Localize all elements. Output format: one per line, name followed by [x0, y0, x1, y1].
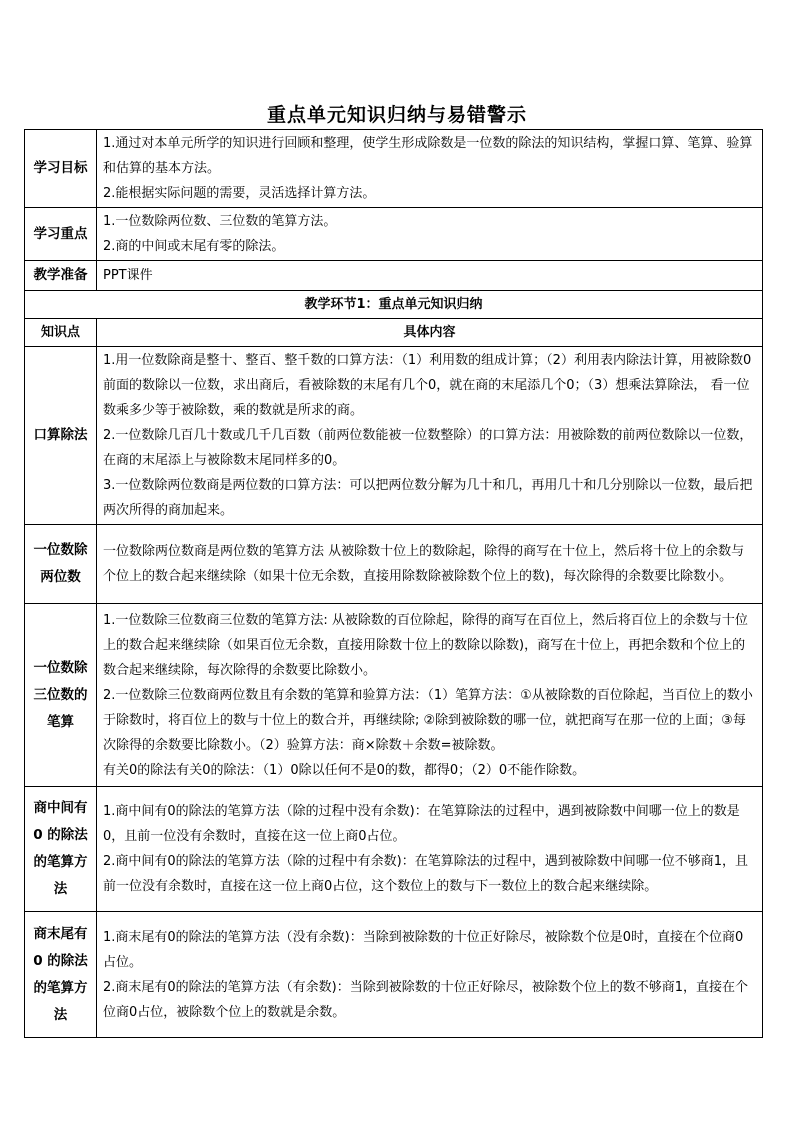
cell-learning-goal — [97, 130, 763, 208]
label-teaching-prep: 教学准备 — [25, 261, 97, 291]
table-header-row — [25, 319, 763, 347]
table-row — [25, 525, 763, 604]
label-line: 商末尾有 — [33, 925, 88, 942]
table-row — [25, 604, 763, 787]
cell-teaching-prep: PPT课件 — [97, 261, 763, 291]
label-line: 笔算 — [47, 713, 74, 730]
label-line: 0 的除法 — [33, 952, 88, 969]
end-line: 1.商末尾有0的除法的笔算方法（没有余数)：当除到被除数的十位正好除尽，被除数个位是0时，直接在个位商0占位。 — [103, 929, 744, 970]
page-title: 重点单元知识归纳与易错警示 — [266, 104, 527, 126]
cell-oral-division — [97, 347, 763, 525]
label-three-digit — [25, 604, 97, 787]
label-line: 两位数 — [40, 569, 81, 585]
table-row — [25, 291, 763, 319]
cell-three-digit — [97, 604, 763, 787]
mid-line: 2.商中间有0的除法的笔算方法（除的过程中有余数)：在笔算除法的过程中，遇到被除数中间哪一位不够商1，且前一位没有余数时，直接在这一位上商0占位，这个数位上的数与下一数位上的数合起来继续除。 — [103, 854, 749, 894]
cell-middle-zero — [97, 787, 763, 912]
three-line: 2.一位数除三位数商两位数且有余数的笔算和验算方法：（1）笔算方法：①从被除数的百位除起，当百位上的数小于除数时，将百位上的数与十位上的数合并，再继续除; ②除到被除数的哪一位，就把商写在那一位的上面；③每次除得的余数要比除数小。（2）验算方法：商×除数＋余数=被除数。 — [103, 687, 753, 753]
goal-line: 2.能根据实际问题的需要，灵活选择计算方法。 — [103, 186, 376, 201]
header-content: 具体内容 — [97, 319, 763, 347]
label-line: 法 — [53, 881, 68, 897]
label-learning-focus: 学习重点 — [25, 208, 97, 261]
table-row — [25, 261, 763, 291]
oral-line: 1.用一位数除商是整十、整百、整千数的口算方法：（1）利用数的组成计算；（2）利用表内除法计算，用被除数0前面的数除以一位数，求出商后，看被除数的末尾有几个0，就在商的末尾添几个0；（3）想乘法算除法， 看一位数乘多少等于被除数，乘的数就是所求的商。 — [103, 353, 752, 418]
three-line: 1.一位数除三位数商三位数的笔算方法: 从被除数的百位除起，除得的商写在百位上，然后将百位上的余数与十位上的数合起来继续除（如果百位无余数，直接用除数十位上的数除以除数)，商写在十位上，再把余数和个位上的数合起来继续除，每次除得的余数要比除数小。 — [103, 612, 748, 678]
label-line: 商中间有 — [33, 800, 88, 816]
label-line: 的笔算方 — [33, 979, 88, 996]
table-row — [25, 347, 763, 525]
table-row — [25, 912, 763, 1038]
three-line: 有关0的除法有关0的除法：（1）0除以任何不是0的数，都得0；（2）0不能作除数。 — [103, 762, 586, 778]
label-two-digit — [25, 525, 97, 604]
mid-line: 1.商中间有0的除法的笔算方法（除的过程中没有余数)：在笔算除法的过程中，遇到被除数中间哪一位上的数是0，且前一位没有余数时，直接在这一位上商0占位。 — [103, 804, 740, 844]
label-middle-zero — [25, 787, 97, 912]
label-learning-goal: 学习目标 — [25, 130, 97, 208]
table-row — [25, 787, 763, 912]
label-end-zero — [25, 912, 97, 1038]
header-knowledge-point: 知识点 — [25, 319, 97, 347]
two-line: 一位数除两位数商是两位数的笔算方法 从被除数十位上的数除起，除得的商写在十位上，然后将十位上的余数与个位上的数合起来继续除（如果十位无余数，直接用除数除被除数个位上的数)，每次除得的余数要比除数小。 — [103, 544, 745, 584]
oral-line: 2.一位数除几百几十数或几千几百数（前两位数能被一位数整除）的口算方法：用被除数的前两位数除以一位数，在商的末尾添上与被除数末尾同样多的0。 — [103, 428, 753, 468]
oral-line: 3.一位数除两位数商是两位数的口算方法：可以把两位数分解为几十和几，再用几十和几分别除以一位数，最后把两次所得的商加起来。 — [103, 478, 753, 518]
cell-learning-focus — [97, 208, 763, 261]
table-row — [25, 130, 763, 208]
section-title: 教学环节1：重点单元知识归纳 — [25, 291, 763, 319]
label-line: 一位数除 — [33, 542, 88, 558]
end-line: 2.商末尾有0的除法的笔算方法（有余数)：当除到被除数的十位正好除尽，被除数个位上的数不够商1，直接在个位商0占位，被除数个位上的数就是余数。 — [103, 979, 749, 1020]
label-line: 一位数除 — [33, 659, 88, 676]
label-line: 的笔算方 — [33, 854, 88, 870]
cell-end-zero — [97, 912, 763, 1038]
focus-line: 1.一位数除两位数、三位数的笔算方法。 — [103, 214, 337, 229]
label-line: 法 — [53, 1006, 68, 1023]
lesson-table — [24, 129, 763, 1038]
cell-two-digit — [97, 525, 763, 604]
label-line: 0 的除法 — [33, 827, 88, 843]
label-oral-division: 口算除法 — [25, 347, 97, 525]
table-row — [25, 208, 763, 261]
label-line: 三位数的 — [33, 686, 88, 703]
goal-line: 1.通过对本单元所学的知识进行回顾和整理，使学生形成除数是一位数的除法的知识结构，掌握口算、笔算、验算和估算的基本方法。 — [103, 136, 753, 176]
focus-line: 2.商的中间或末尾有零的除法。 — [103, 239, 285, 254]
